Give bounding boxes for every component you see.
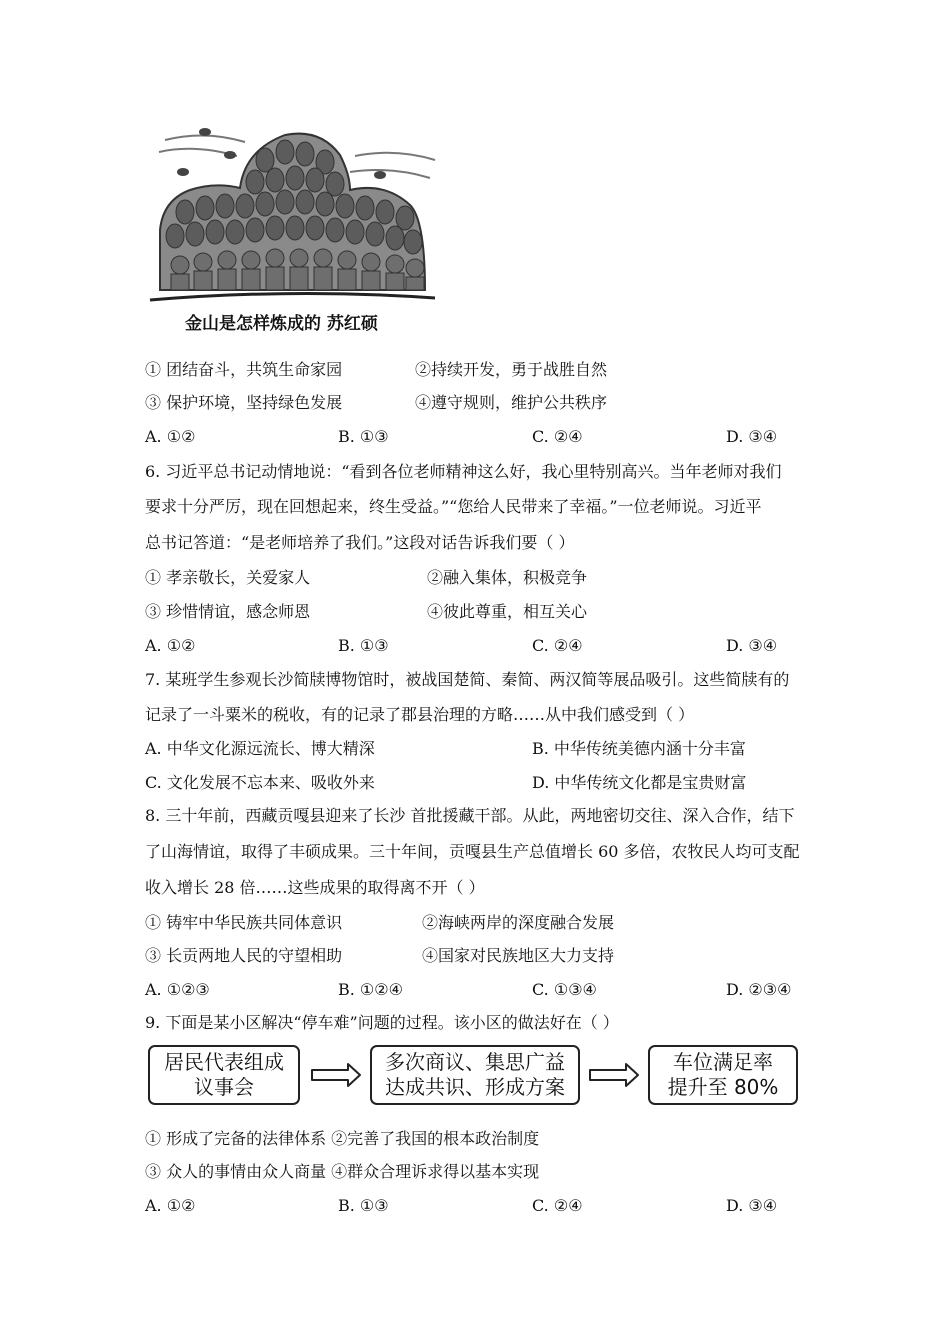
q6-stem-line-1: 6. 习近平总书记动情地说：“看到各位老师精神这么好，我心里特别高兴。当年老师对我们: [145, 462, 782, 481]
q6-option-2: ②融入集体，积极竞争: [427, 568, 588, 587]
q6-stem-line-3: 总书记答道：“是老师培养了我们。”这段对话告诉我们要（ ）: [145, 533, 575, 552]
q8-option-1: ① 铸牢中华民族共同体意识: [145, 913, 343, 932]
double-arrow-right-icon: [588, 1062, 640, 1088]
q6-choice-a: A. ①②: [145, 636, 196, 655]
q7-stem-line-2: 记录了一斗粟米的税收，有的记录了郡县治理的方略……从中我们感受到（ ）: [145, 705, 695, 724]
cartoon-caption: 金山是怎样炼成的 苏红硕: [185, 314, 378, 334]
q8-choice-d: D. ②③④: [726, 980, 792, 999]
q9-choice-a: A. ①②: [145, 1196, 196, 1215]
q9-choice-c: C. ②④: [532, 1196, 583, 1215]
q7-choice-c: C. 文化发展不忘本来、吸收外来: [145, 773, 375, 792]
q6-stem-line-2: 要求十分严厉，现在回想起来，终生受益。”“您给人民带来了幸福。”一位老师说。习近平: [145, 497, 762, 516]
q8-stem-line-3: 收入增长 28 倍……这些成果的取得离不开（ ）: [145, 878, 485, 897]
flow-box-result: [648, 1045, 798, 1105]
q9-choice-b: B. ①③: [338, 1196, 389, 1215]
flow-box-consultation-line-2: 达成共识、形成方案: [385, 1075, 565, 1099]
q7-choice-a: A. 中华文化源远流长、博大精深: [145, 739, 375, 758]
flow-box-consultation-line-1: 多次商议、集思广益: [385, 1050, 565, 1074]
q5-option-3: ③ 保护环境，坚持绿色发展: [145, 393, 343, 412]
q6-option-1: ① 孝亲敬长，关爱家人: [145, 568, 311, 587]
q6-choice-d: D. ③④: [726, 636, 778, 655]
q8-stem-line-1: 8. 三十年前，西藏贡嘎县迎来了长沙 首批援藏干部。从此，两地密切交往、深入合作，结下: [145, 806, 795, 825]
q7-choice-b: B. 中华传统美德内涵十分丰富: [532, 739, 746, 758]
q5-option-1: ① 团结奋斗，共筑生命家园: [145, 360, 343, 379]
q5-choice-a: A. ①②: [145, 427, 196, 446]
flow-box-consultation: [370, 1045, 580, 1105]
flow-box-result-line-1: 车位满足率: [673, 1050, 773, 1074]
q5-choice-d: D. ③④: [726, 427, 778, 446]
flow-box-council-line-2: 议事会: [194, 1075, 254, 1099]
q8-option-4: ④国家对民族地区大力支持: [422, 946, 615, 965]
q8-choice-b: B. ①②④: [338, 980, 403, 999]
q8-choice-a: A. ①②③: [145, 980, 210, 999]
q8-choice-c: C. ①③④: [532, 980, 597, 999]
flow-box-council: [148, 1045, 300, 1105]
q9-options-12: ① 形成了完备的法律体系 ②完善了我国的根本政治制度: [145, 1129, 540, 1148]
q6-choice-b: B. ①③: [338, 636, 389, 655]
flow-box-council-line-1: 居民代表组成: [164, 1050, 284, 1074]
q9-stem-line-1: 9. 下面是某小区解决“停车难”问题的过程。该小区的做法好在（ ）: [145, 1013, 619, 1032]
q8-stem-line-2: 了山海情谊，取得了丰硕成果。三十年间，贡嘎县生产总值增长 60 多倍，农牧民人均可支配: [145, 842, 800, 861]
q5-choice-b: B. ①③: [338, 427, 389, 446]
q8-option-2: ②海峡两岸的深度融合发展: [422, 913, 615, 932]
cartoon-crowd-mountain: [145, 120, 445, 310]
q6-option-4: ④彼此尊重，相互关心: [427, 602, 588, 621]
flow-box-result-line-2: 提升至 80%: [667, 1075, 779, 1099]
q6-choice-c: C. ②④: [532, 636, 583, 655]
q9-choice-d: D. ③④: [726, 1196, 778, 1215]
q5-choice-c: C. ②④: [532, 427, 583, 446]
q6-option-3: ③ 珍惜情谊，感念师恩: [145, 602, 311, 621]
q7-stem-line-1: 7. 某班学生参观长沙简牍博物馆时，被战国楚简、秦简、两汉简等展品吸引。这些简牍有的: [145, 670, 790, 689]
q7-choice-d: D. 中华传统文化都是宝贵财富: [532, 773, 747, 792]
q5-option-4: ④遵守规则，维护公共秩序: [415, 393, 608, 412]
q8-option-3: ③ 长贡两地人民的守望相助: [145, 946, 343, 965]
q5-option-2: ②持续开发，勇于战胜自然: [415, 360, 608, 379]
q9-options-34: ③ 众人的事情由众人商量 ④群众合理诉求得以基本实现: [145, 1162, 540, 1181]
double-arrow-right-icon: [310, 1062, 362, 1088]
